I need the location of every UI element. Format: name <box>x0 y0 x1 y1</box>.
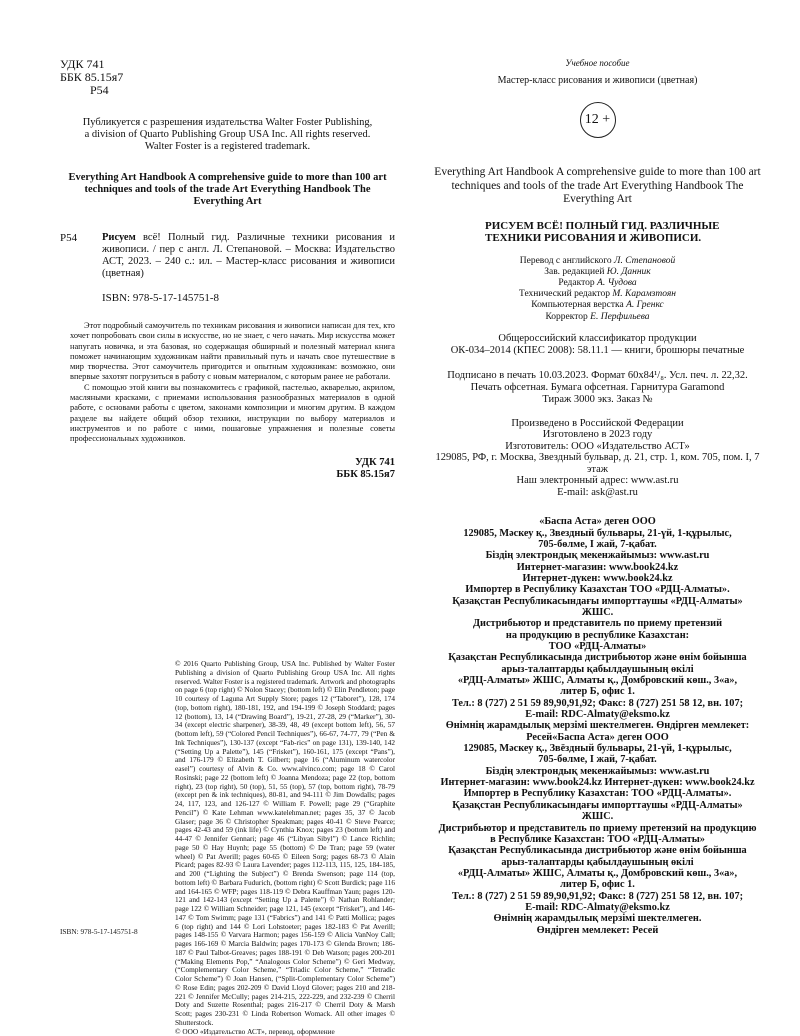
product-classifier <box>425 333 770 357</box>
udk-line: УДК 741 <box>60 58 260 71</box>
credit-name: М. Карамзтоян <box>612 289 676 299</box>
catalog-text: всё! Полный гид. Различные техники рисования и живописи. / пер с англ. Л. Степановой. – Москва: Издательство АСТ, 2023. – 240 с.: ил. – Мастер-класс рисования и живописи (цветная) <box>102 232 395 279</box>
kz-info-line: ЖШС. <box>425 607 770 618</box>
copyright-text: © 2016 Quarto Publishing Group, USA Inc. Published by Walter Foster Publishing a division of Quarto Publishing Group USA Inc. All rights reserved. Walter Foster is a registered trademark. Artwork and photographs on page 6 (top right) © Nolon Stacey; (bottom left) © Elin Pendleton; page 10 courtesy of Laguna Art Supply Store; pages 12 (“Taboret”), 128, 174 (top, bottom right), 180-181, 192, and 194-199 © Joseph Stoddard; pages 12 (bottom), 13, 14 (“Drawing Board”), 19-21, 27-28, 29 (“Marker”), 30-34 (except electric sharpener), 38-39, 48, 49 (except bottom left), 56, 57 (bottom left), 59 (“Colored Pencil Techniques”), 66-67, 74-77, 79 (“Pen & Ink Techniques”), 130-137 (except “Fab-rics” on page 131), 139-140, 142 (“Setting Up a Palette”), 145 (“Frisket”), 160-161, 175 (except “Pans”), and 176-179 © Elizabeth T. Gilbert; page 16 (“Aluminum watercolor easel”) courtesy of Alvin & Co. www.alvinco.com; page 18 © Carol Rosinski; page 22 (bottom left) © Joanna Mendoza; page 22 (top, bottom right), 23 (top right), 50 (top), 51, 55 (top), 57 (top, bottom right), 78-79 (except pen & ink techniques), 80-81, and 94-111 © Jim Dowdalls; pages 24, 117, 123, and 126-127 © William F. Powell; page 29 (“Graphite Pencil”) © Kate Lehman www.katelehman.net; pages 35, 37 © Jacob Glaser; page 36 © Christopher Speakman; pages 40-41 © Steve Pearce; pages 42-43 and 59 (ink life) © Cynthia Knox; pages 23 (bottom left) and 44-47 © Jennifer Gennari; page 46 (“Libyan Sibyl”) © Lance Richlin; page 50 © Hay Huynh; page 55 (bottom) © De Tran; page 59 (water wheel) © Pat Averill; pages 60-65 © Eileen Sorg; pages 68-73 © Alain Picard; pages 82-93 © Laura Lavender; pages 112-113, 115, 125, 184-185, and 200 (“Lighting the Subject”) © Brenda Swenson; page 114 (top, bottom left) © Barbara Fudurich, (bottom right) © Scott Burdick; page 116 and 164-165 © WFP; pages 118-119 © Debra Kauffman Yaun; pages 120-121 and 142-143 (except “Setting Up a Palette”) © Nathan Rohlander; page 122 © William Schneider; page 121, 145 (except “Frisket”), and 146-147 © Tom Swimm; page 131 (“Fabrics”) and 141 © Patti Mollica; pages 6 (top right) and 144 © Lori Lohstoeter; pages 182-183 © Pat Averill; pages 148-155 © Varvara Harmon; pages 156-159 © Alicia VanNoy Call; pages 166-169 © Marcia Baldwin; pages 170-173 © Glenda Brown; 186-187 © Paul Talbot-Greaves; pages 188-191 © Deb Watson; pages 200-201 (“Making Elements Pop,” “Analogous Color Scheme”) © Geri Medway, (“Complementary Color Scheme,” “Triadic Color Scheme,” “Tetradic Color Scheme”) © Joan Hansen, (“Split-Complementary Color Scheme”) © Rose Edin; pages 202-209 © David Lloyd Glover; pages 210 and 218-221 © Jennifer McCully; pages 214-215, 222-229, and 232-239 © Cherril Doty and Suzette Rosenthal; pages 216-217 © Cherril Doty & Marsh Scott; pages 230-231 © Linda Robertson Womack. All other images © Shutterstock. <box>175 660 395 1028</box>
publication-note-line: a division of Quarto Publishing Group USA Inc. All rights reserved. <box>60 129 395 141</box>
age-rating-wrap <box>425 102 770 138</box>
kz-info-line: E-mail: RDC-Almaty@eksmo.kz <box>425 709 770 720</box>
kz-info-line: «Баспа Аста» деген ООО <box>425 516 770 527</box>
credit-line <box>425 312 770 323</box>
kz-info-line: арыз-талаптарды қабылдаушының өкілі <box>425 857 770 868</box>
production-line: E-mail: ask@ast.ru <box>425 487 770 499</box>
credit-role: Перевод с английского <box>520 256 614 266</box>
kz-info-line: Біздің электрондық мекенжайымыз: www.ast.ru <box>425 766 770 777</box>
production-line: Изготовлено в 2023 году <box>425 429 770 441</box>
isbn: ISBN: 978-5-17-145751-8 <box>102 292 395 304</box>
bbk-line: ББК 85.15я7 <box>60 71 260 84</box>
kz-info-line: ТОО «РДЦ-Алматы» <box>425 641 770 652</box>
credit-line <box>425 289 770 300</box>
kz-info-line: Тел.: 8 (727) 2 51 59 89,90,91,92; Факс: 8 (727) 251 58 12, вн. 107; <box>425 698 770 709</box>
kz-info-line: Қазақстан Республикасындағы импорттаушы «РДЦ-Алматы» <box>425 800 770 811</box>
publication-note-line: Публикуется с разрешения издательства Walter Foster Publishing, <box>60 117 395 129</box>
classifier-line: ОК-034–2014 (КПЕС 2008): 58.11.1 — книги, брошюры печатные <box>425 345 770 357</box>
credit-role: Технический редактор <box>519 289 612 299</box>
printing-line: Подписано в печать 10.03.2023. Формат 60x84¹/₈. Усл. печ. л. 22,32. <box>425 370 770 382</box>
copyright-notice <box>175 660 395 1036</box>
credit-line <box>425 300 770 311</box>
kz-info-line: Интернет-дүкен: www.book24.kz <box>425 573 770 584</box>
kz-info-line: Тел.: 8 (727) 2 51 59 89,90,91,92; Факс: 8 (727) 251 58 12, вн. 107; <box>425 891 770 902</box>
isbn-bottom: ISBN: 978-5-17-145751-8 <box>60 927 138 936</box>
printing-line: Печать офсетная. Бумага офсетная. Гарнитура Garamond <box>425 382 770 394</box>
author-mark-line: Р54 <box>90 84 260 97</box>
kz-info-line: Өнімнің жарамдылық мерзімі шектелмеген. Өндірген мемлекет: <box>425 720 770 731</box>
annotation <box>70 321 395 445</box>
credit-line <box>425 256 770 267</box>
catalog-title: Рисуем <box>102 232 136 243</box>
catalog-code: Р54 <box>60 232 102 280</box>
kz-info-line: Өнімнің жарамдылық мерзімі шектелмеген. <box>425 913 770 924</box>
kz-info-line: в Республике Казахстан: ТОО «РДЦ-Алматы» <box>425 834 770 845</box>
printing-line: Тираж 3000 экз. Заказ № <box>425 394 770 406</box>
credit-role: Корректор <box>545 312 590 322</box>
credit-role: Редактор <box>558 278 597 288</box>
credit-name: Е. Перфильева <box>590 312 649 322</box>
kz-info-line: E-mail: RDC-Almaty@eksmo.kz <box>425 902 770 913</box>
kz-info-line: Қазақстан Республикасында дистрибьютор және өнім бойынша <box>425 652 770 663</box>
annotation-paragraph: С помощью этой книги вы познакомитесь с графикой, пастелью, акварелью, акрилом, масляными красками, с приемами использования разнообразных материалов в одной работе, с основами работы с цветом, законами композиции и многим другим. В каждом разделе вы найдете общий обзор техники, инструкции по выбору материалов и инструментов и по работе с ними, пошаговые упражнения и полезные советы профессиональных художников. <box>70 383 395 445</box>
kz-info-line: литер Б, офис 1. <box>425 686 770 697</box>
credit-line <box>425 267 770 278</box>
credit-name: Л. Степановой <box>614 256 675 266</box>
production-line: Произведено в Российской Федерации <box>425 418 770 430</box>
kz-info-line: на продукцию в республике Казахстан: <box>425 630 770 641</box>
kz-info-line: литер Б, офис 1. <box>425 879 770 890</box>
classifier-line: Общероссийский классификатор продукции <box>425 333 770 345</box>
catalog-description <box>102 232 395 280</box>
production-line: Изготовитель: ООО «Издательство АСТ» <box>425 441 770 453</box>
kz-info-line: 129085, Мәскеу қ., Звездный бульвары, 21-үй, 1-құрылыс, <box>425 528 770 539</box>
annotation-paragraph: Этот подробный самоучитель по техникам рисования и живописи написан для тех, кто хочет попробовать свои силы в искусстве, но не знает, с чего начать. Мир искусства может напугать новичка, и эта базовая, но содержащая обширный и полезный материал книга поможет начинающим художникам найти правильный путь и начать свое путешествие в мир творчества. Этот самоучитель пригодится и опытным художникам: возможно, они впервые захотят погрузиться в работу с новым материалом, с которым ранее не работали. <box>70 321 395 383</box>
kazakhstan-distribution-info <box>425 516 770 936</box>
printing-info <box>425 370 770 406</box>
kz-info-line: 705-бөлме, I жай, 7-қабат. <box>425 539 770 550</box>
catalog-entry <box>60 232 395 280</box>
credit-role: Компьютерная верстка <box>531 300 626 310</box>
credit-name: А. Чудова <box>597 278 637 288</box>
series-name: Мастер-класс рисования и живописи (цветная) <box>425 75 770 86</box>
kz-info-line: Импортер в Республику Казахстан: ТОО «РДЦ-Алматы». <box>425 788 770 799</box>
kz-info-line: 705-бөлме, I жай, 7-қабат. <box>425 754 770 765</box>
original-title: Everything Art Handbook A comprehensive guide to more than 100 art techniques and tools of the trade Art Everything Handbook The Everything Art <box>425 166 770 207</box>
udk-line: УДК 741 <box>60 457 395 469</box>
kz-info-line: Интернет-магазин: www.book24.kz <box>425 562 770 573</box>
credits <box>425 256 770 323</box>
publication-note-line: Walter Foster is a registered trademark. <box>60 141 395 153</box>
kz-info-line: Импортер в Республику Казахстан ТОО «РДЦ-Алматы». <box>425 584 770 595</box>
right-page <box>425 58 770 936</box>
left-page <box>60 58 395 481</box>
kz-info-line: Біздің электрондық мекенжайымыз: www.ast.ru <box>425 550 770 561</box>
kz-info-line: Ресей«Баспа Аста» деген ООО <box>425 732 770 743</box>
credit-name: Ю. Данник <box>607 267 651 277</box>
kz-info-line: Дистрибьютор и представитель по приему претензий <box>425 618 770 629</box>
kz-info-line: арыз-талаптарды қабылдаушының өкілі <box>425 664 770 675</box>
original-title: Everything Art Handbook A comprehensive guide to more than 100 art techniques and tools of the trade Art Everything Handbook The Everything Art <box>60 172 395 208</box>
production-line: 129085, РФ, г. Москва, Звездный бульвар, д. 21, стр. 1, ком. 705, пом. I, 7 этаж <box>425 452 770 475</box>
kz-info-line: «РДЦ-Алматы» ЖШС, Алматы қ., Домбровский көш., 3«а», <box>425 675 770 686</box>
kz-info-line: «РДЦ-Алматы» ЖШС, Алматы қ., Домбровский көш., 3«а», <box>425 868 770 879</box>
udk-index-block <box>60 58 260 97</box>
production-info <box>425 418 770 499</box>
kz-info-line: ЖШС. <box>425 811 770 822</box>
bbk-line: ББК 85.15я7 <box>60 469 395 481</box>
educational-note: Учебное пособие <box>425 58 770 68</box>
russian-title: РИСУЕМ ВСЁ! ПОЛНЫЙ ГИД. РАЗЛИЧНЫЕ ТЕХНИКИ РИСОВАНИЯ И ЖИВОПИСИ. <box>485 220 755 245</box>
production-line: Наш электронный адрес: www.ast.ru <box>425 475 770 487</box>
kz-info-line: 129085, Мәскеу қ., Звёздный бульвары, 21-үй, 1-құрылыс, <box>425 743 770 754</box>
kz-info-line: Қазақстан Республикасындағы импорттаушы «РДЦ-Алматы» <box>425 596 770 607</box>
kz-info-line: Қазақстан Республикасында дистрибьютор және өнім бойынша <box>425 845 770 856</box>
credit-line <box>425 278 770 289</box>
kz-info-line: Дистрибьютор и представитель по приему претензий на продукцию <box>425 823 770 834</box>
credit-role: Зав. редакцией <box>544 267 607 277</box>
publication-note <box>60 117 395 153</box>
credit-name: А. Гренкс <box>626 300 664 310</box>
age-rating-badge: 12 + <box>580 102 616 138</box>
kz-info-line: Интернет-магазин: www.book24.kz Интернет-дүкен: www.book24.kz <box>425 777 770 788</box>
copyright-ast: © ООО «Издательство АСТ», перевод, оформление <box>175 1028 395 1036</box>
udk-bottom-block <box>60 457 395 481</box>
kz-info-line: Өндірген мемлекет: Ресей <box>425 925 770 936</box>
